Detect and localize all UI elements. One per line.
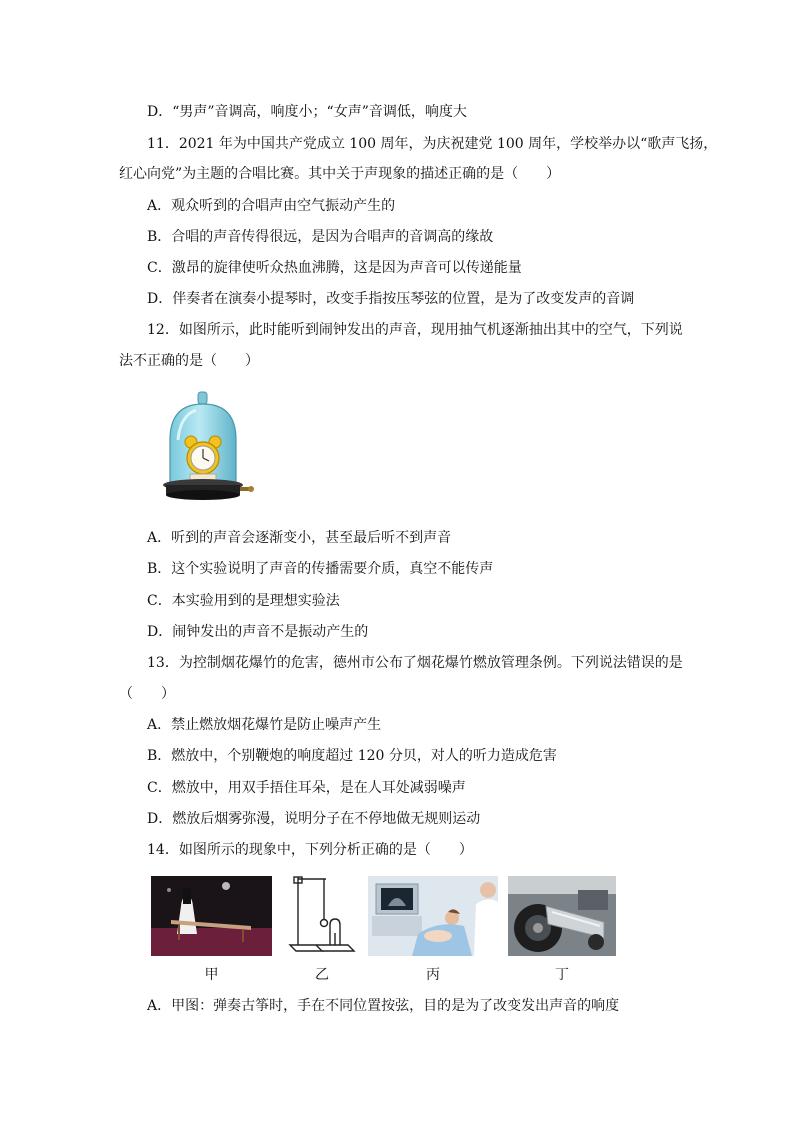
- q13-option-c: C．燃放中，用双手捂住耳朵，是在人耳处减弱噪声: [147, 780, 466, 796]
- tuning-fork-ball-diagram: [286, 873, 358, 957]
- q12-stem-line1: 12．如图所示，此时能听到闹钟发出的声音，现用抽气机逐渐抽出其中的空气，下列说: [147, 322, 683, 338]
- q13-option-b: B．燃放中，个别鞭炮的响度超过 120 分贝，对人的听力造成危害: [147, 748, 557, 764]
- q13-option-d: D．燃放后烟雾弥漫，说明分子在不停地做无规则运动: [147, 811, 481, 827]
- motorcycle-muffler-photo: [508, 876, 616, 956]
- q12-option-c: C．本实验用到的是理想实验法: [147, 593, 340, 609]
- bell-jar-alarm-clock-icon: [160, 390, 256, 508]
- figure-caption-jia: 甲: [204, 967, 219, 983]
- q11-option-b: B．合唱的声音传得很远，是因为合唱声的音调高的缘故: [147, 229, 494, 245]
- ultrasound-exam-photo: [368, 876, 498, 956]
- figure-caption-ding: 丁: [555, 967, 569, 983]
- q13-stem-line2: （ ）: [119, 686, 175, 702]
- q11-option-c: C．激昂的旋律使听众热血沸腾，这是因为声音可以传递能量: [147, 260, 522, 276]
- q11-stem-line1: 11．2021 年为中国共产党成立 100 周年，为庆祝建党 100 周年，学校举办以“歌声飞扬，: [147, 136, 718, 152]
- q11-stem-line2: 红心向党”为主题的合唱比赛。其中关于声现象的描述正确的是（ ）: [119, 166, 561, 182]
- q13-option-a: A．禁止燃放烟花爆竹是防止噪声产生: [147, 717, 382, 733]
- q13-stem-line1: 13．为控制烟花爆竹的危害，德州市公布了烟花爆竹燃放管理条例。下列说法错误的是: [147, 655, 683, 671]
- q14-stem: 14．如图所示的现象中，下列分析正确的是（ ）: [147, 842, 473, 858]
- q12-stem-line2: 法不正确的是（ ）: [119, 353, 259, 369]
- figure-caption-bing: 丙: [426, 967, 440, 983]
- q14-option-a: A．甲图：弹奏古筝时，手在不同位置按弦，目的是为了改变发出声音的响度: [147, 998, 620, 1014]
- q10-option-d: D．“男声”音调高，响度小；“女声”音调低，响度大: [147, 104, 467, 120]
- q12-option-b: B．这个实验说明了声音的传播需要介质，真空不能传声: [147, 561, 494, 577]
- q12-option-d: D．闹钟发出的声音不是振动产生的: [147, 624, 369, 640]
- q11-option-a: A．观众听到的合唱声由空气振动产生的: [147, 198, 396, 214]
- q12-option-a: A．听到的声音会逐渐变小，甚至最后听不到声音: [147, 530, 452, 546]
- figure-caption-yi: 乙: [315, 967, 329, 983]
- q11-option-d: D．伴奏者在演奏小提琴时，改变手指按压琴弦的位置，是为了改变发声的音调: [147, 291, 635, 307]
- guzheng-performer-photo: [151, 876, 272, 956]
